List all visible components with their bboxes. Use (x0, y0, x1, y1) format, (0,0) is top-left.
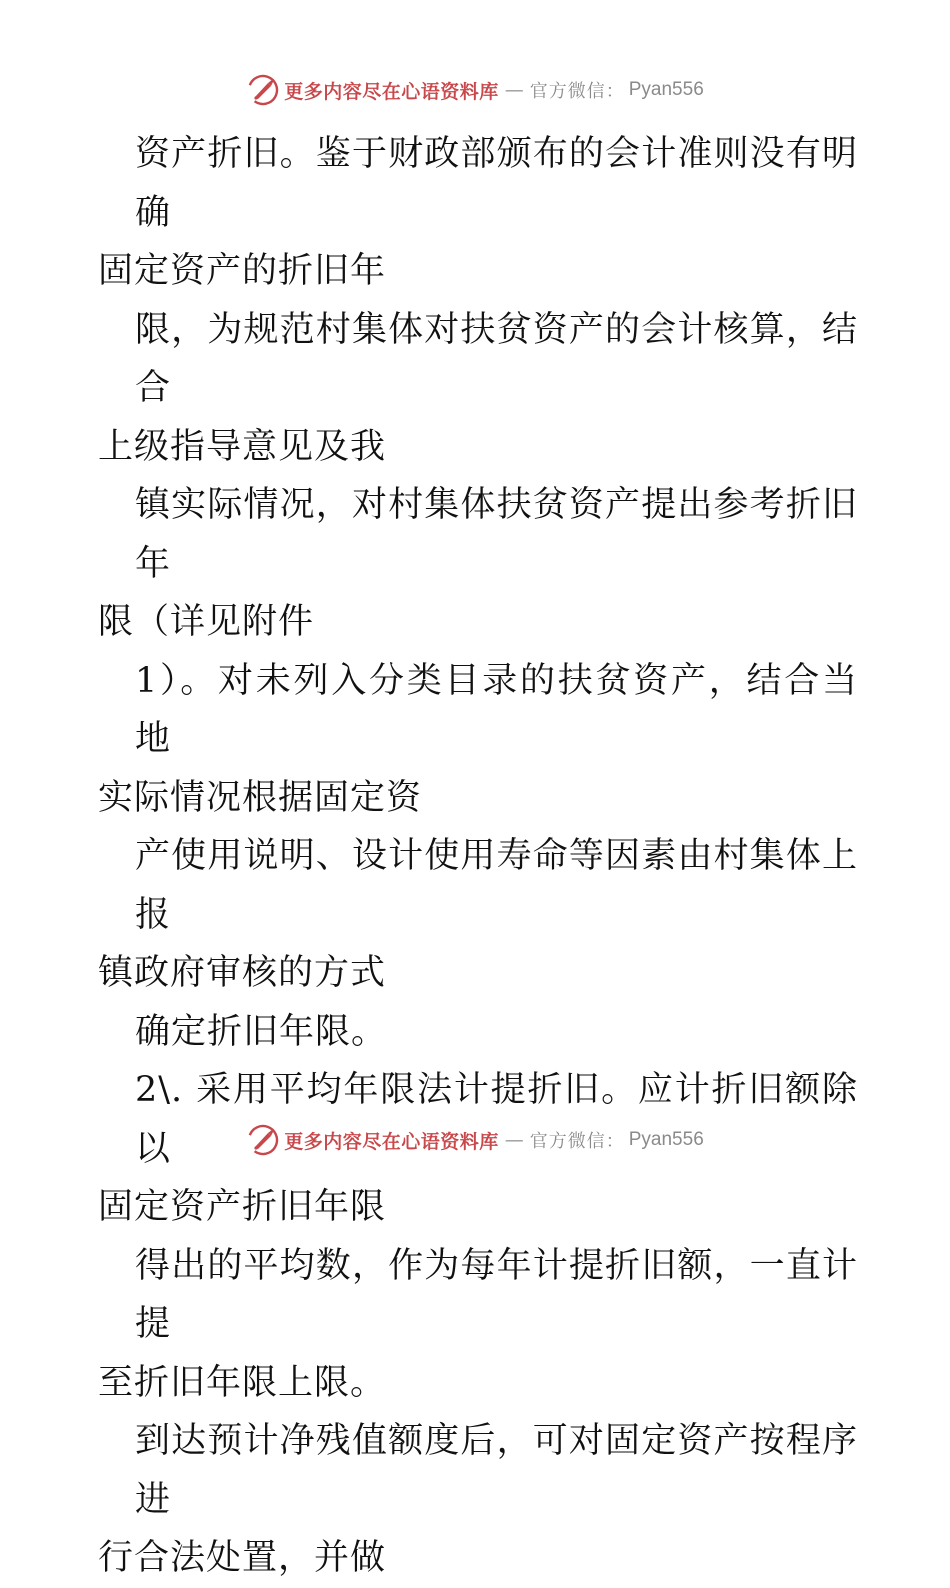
paragraph-5 (98, 827, 858, 1003)
body-line: 2\. 采用平均年限法计提折旧。应计折旧额除以 (135, 1070, 858, 1169)
body-line: 确定折旧年限。 (135, 1011, 388, 1052)
paragraph-3 (98, 476, 858, 652)
body-line: 镇实际情况，对村集体扶贫资产提出参考折旧年 (135, 485, 858, 584)
body-line: 实际情况根据固定资 (98, 777, 423, 818)
wechat-id: Pyan556 (628, 79, 704, 100)
watermark-banner (246, 1123, 704, 1157)
wechat-label: 官方微信： (529, 1131, 625, 1152)
paragraph-2 (98, 301, 858, 477)
body-line: 得出的平均数，作为每年计提折旧额，一直计提 (135, 1245, 858, 1344)
body-line: 到达预计净残值额度后，可对固定资产按程序进 (135, 1421, 858, 1520)
separator-dash: — (504, 1129, 524, 1151)
quill-pen-icon (246, 1123, 280, 1157)
body-line: 上级指导意见及我 (98, 426, 387, 467)
body-line: 固定资产的折旧年 (98, 251, 387, 291)
body-line: 产使用说明、设计使用寿命等因素由村集体上报 (135, 836, 858, 935)
body-line: 限（详见附件 (98, 602, 315, 642)
site-name: 更多内容尽在心语资料库 (284, 1130, 499, 1153)
paragraph-9 (98, 1412, 858, 1588)
body-line: 资产折旧。鉴于财政部颁布的会计准则没有明确 (135, 134, 858, 233)
body-line: 1）。对未列入分类目录的扶贫资产，结合当地 (135, 660, 858, 759)
paragraph-1 (98, 125, 858, 301)
body-line: 限，为规范村集体对扶贫资产的会计核算，结合 (135, 309, 858, 408)
separator-dash: — (504, 79, 524, 101)
document-body (98, 125, 858, 1588)
body-line: 至折旧年限上限。 (98, 1362, 387, 1403)
page-footer (0, 1120, 950, 1160)
paragraph-4 (98, 652, 858, 828)
paragraph-8 (98, 1237, 858, 1413)
site-name: 更多内容尽在心语资料库 (284, 80, 499, 103)
paragraph-6 (98, 1003, 858, 1062)
wechat-id: Pyan556 (628, 1129, 704, 1150)
body-line: 固定资产折旧年限 (98, 1187, 387, 1227)
wechat-label: 官方微信： (529, 81, 625, 102)
watermark-banner (246, 73, 704, 107)
body-line: 镇政府审核的方式 (98, 953, 387, 993)
page-header (0, 70, 950, 110)
quill-pen-icon (246, 73, 280, 107)
body-line: 行合法处置，并做 (98, 1538, 387, 1578)
